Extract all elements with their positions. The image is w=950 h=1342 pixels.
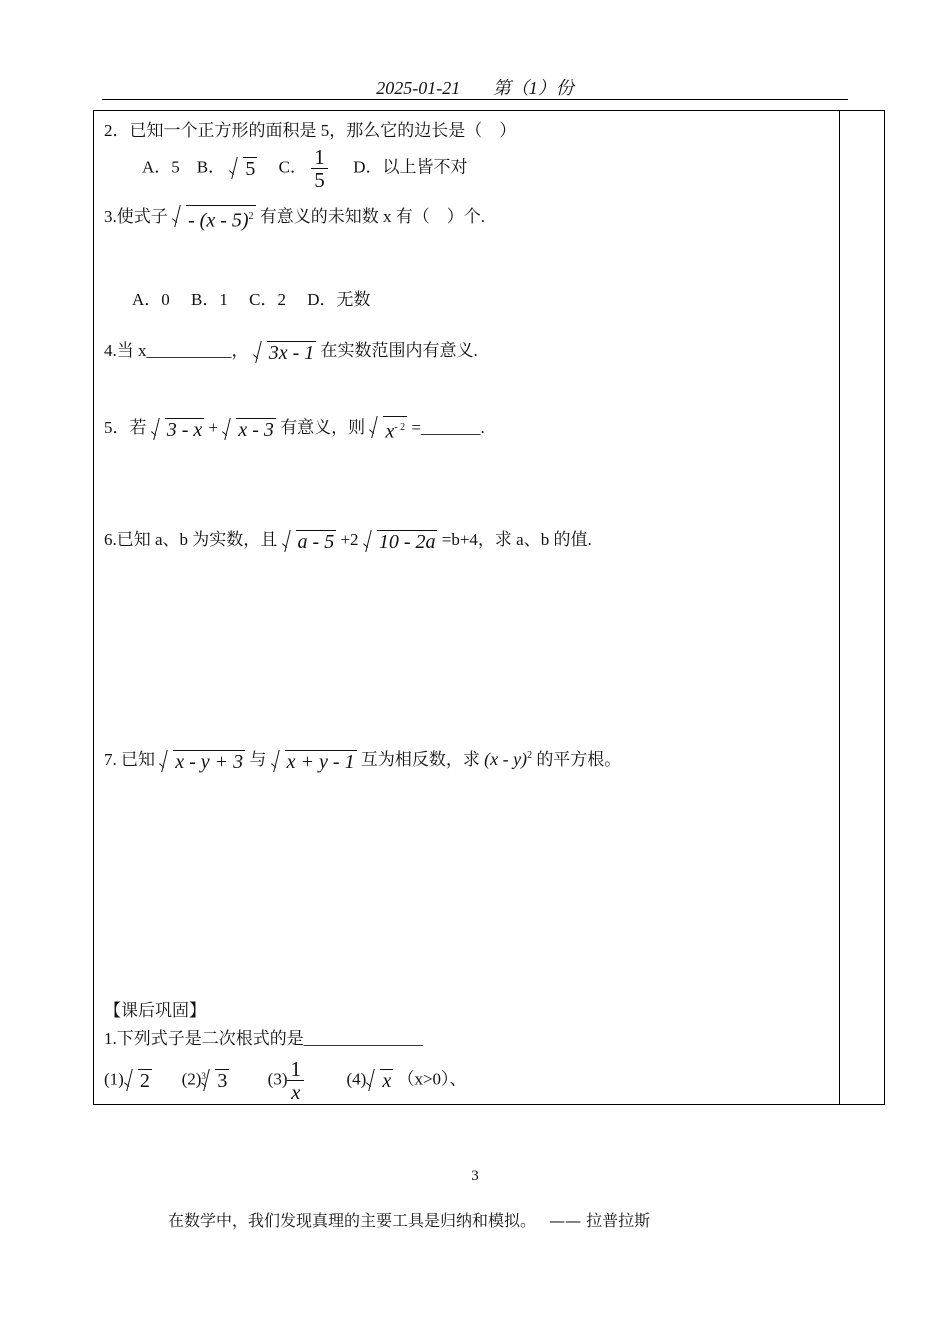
sqrt-expression: $x^{- 2}$ <box>369 416 407 443</box>
header-copy: 第（1）份 <box>492 78 574 98</box>
q4-suffix: 在实数范围内有意义. <box>320 341 478 360</box>
sqrt-expression: 10 - 2a <box>363 530 438 553</box>
question-3-options: A．0 B．1 C．2 D．无数 <box>132 290 371 309</box>
option-4: (4) <box>346 1069 367 1089</box>
sqrt-expression: x - 3 <box>222 418 276 441</box>
header-date: 2025-01-21 <box>376 78 461 98</box>
sqrt-expression: x + y - 1 <box>271 750 357 773</box>
margin-column-divider <box>839 110 840 1105</box>
review-question-1: 1.下列式子是二次根式的是______________ <box>104 1029 423 1048</box>
fraction: $\frac{1}{x}$ <box>287 1058 304 1103</box>
option-b: B． <box>196 157 226 177</box>
cube-root-expression: 3 3 <box>201 1070 228 1092</box>
q7-suffix: 的平方根。 <box>536 750 622 769</box>
content-frame <box>93 110 885 1105</box>
sqrt-expression: 3 - x <box>151 418 205 441</box>
sqrt-expression: 3x - 1 <box>253 341 317 364</box>
sqrt-expression: a - 5 <box>282 530 337 553</box>
plus-sign: + <box>208 418 219 437</box>
page-header <box>0 74 950 100</box>
q3-prefix: 3.使式子 <box>104 207 168 226</box>
review-title: 【课后巩固】 <box>104 1001 206 1020</box>
q5-mid: 有意义，则 <box>280 418 366 437</box>
q6-suffix: =b+4，求 a、b 的值. <box>441 530 592 549</box>
footer-quote: 在数学中，我们发现真理的主要工具是归纳和模拟。 —— 拉普拉斯 <box>168 1211 651 1230</box>
fraction: $\frac{1}{5}$ <box>311 146 328 191</box>
sqrt-expression: - (x - 5)$^2$ <box>172 205 256 232</box>
q7-mid: 与 <box>249 750 267 769</box>
option-d: D．以上皆不对 <box>353 157 468 177</box>
squared-expression: (x - y)$^2$ <box>484 749 533 769</box>
q6-mid: +2 <box>340 530 359 549</box>
option-2: (2) <box>181 1069 202 1089</box>
sqrt-expression: 5 <box>229 157 257 180</box>
q7-mid2: 互为相反数，求 <box>360 750 480 769</box>
q5-prefix: 5．若 <box>104 418 147 437</box>
question-7 <box>104 745 621 773</box>
page-number: 3 <box>471 1168 479 1184</box>
question-3-stem <box>104 202 485 231</box>
option-a: A．5 <box>142 157 180 177</box>
sqrt-expression: x <box>366 1069 393 1092</box>
q3-suffix: 有意义的未知数 x 有（ ）个. <box>259 207 486 226</box>
option-3: (3) <box>267 1069 288 1089</box>
question-6 <box>104 525 592 553</box>
option-1: (1) <box>104 1069 124 1089</box>
sqrt-expression: x - y + 3 <box>159 750 245 773</box>
sqrt-expression: 2 <box>124 1069 152 1092</box>
header-rule <box>102 99 848 100</box>
question-4 <box>104 336 478 364</box>
option-4-condition: （x>0）、 <box>397 1069 467 1089</box>
q5-suffix: =_______. <box>411 418 485 437</box>
question-2-options <box>142 146 468 191</box>
q6-prefix: 6.已知 a、b 为实数，且 <box>104 530 278 549</box>
q4-prefix: 4.当 x__________， <box>104 341 249 360</box>
option-c: C． <box>278 157 307 177</box>
review-options <box>104 1058 467 1103</box>
q7-prefix: 7. 已知 <box>104 750 155 769</box>
question-5 <box>104 413 485 442</box>
question-2-stem: 2．已知一个正方形的面积是 5，那么它的边长是（ ） <box>104 121 517 140</box>
